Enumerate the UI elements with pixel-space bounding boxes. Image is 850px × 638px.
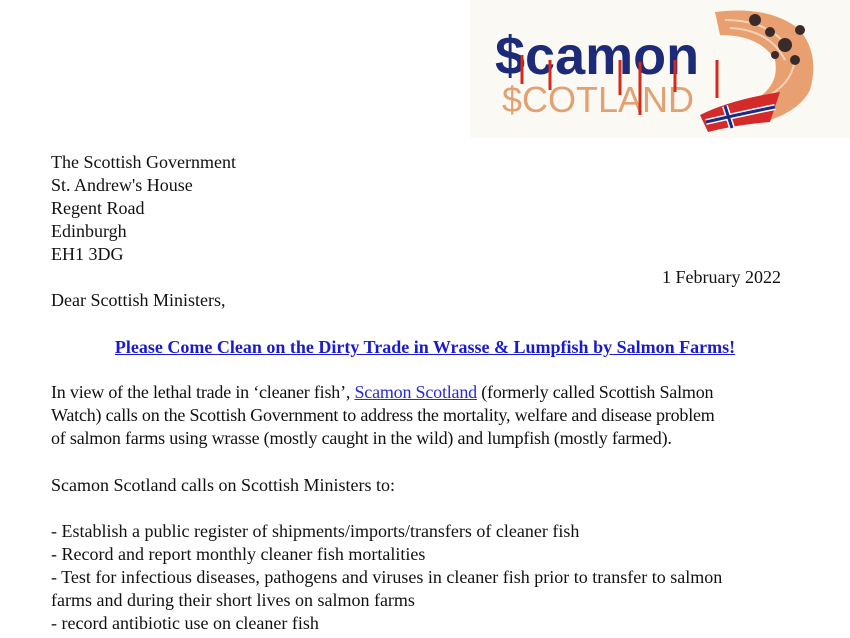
address-line: The Scottish Government — [51, 152, 236, 172]
list-item: farms and during their short lives on salmon farms — [51, 590, 415, 610]
address-line: St. Andrew's House — [51, 175, 193, 195]
list-item: - record antibiotic use on cleaner fish — [51, 613, 319, 633]
list-item: - Test for infectious diseases, pathogens and viruses in cleaner fish prior to transfer to salmon — [51, 567, 723, 587]
address-line: Regent Road — [51, 198, 145, 218]
intro-text: Watch) calls on the Scottish Government to address the mortality, welfare and disease problem — [51, 405, 715, 425]
calls-intro: Scamon Scotland calls on Scottish Ministers to: — [51, 475, 395, 495]
address-line: EH1 3DG — [51, 244, 124, 264]
svg-text:$COTLAND: $COTLAND — [502, 79, 695, 120]
letter-date: 1 February 2022 — [662, 267, 781, 287]
scamon-scotland-link[interactable]: Scamon Scotland — [354, 382, 477, 402]
list-item: - Record and report monthly cleaner fish mortalities — [51, 544, 426, 564]
salutation: Dear Scottish Ministers, — [51, 290, 226, 310]
intro-text: of salmon farms using wrasse (mostly caught in the wild) and lumpfish (mostly farmed). — [51, 428, 672, 448]
letter-heading-link[interactable]: Please Come Clean on the Dirty Trade in Wrasse & Lumpfish by Salmon Farms! — [114, 337, 736, 357]
address-line: Edinburgh — [51, 221, 127, 241]
scamon-scotland-logo — [470, 0, 850, 138]
intro-text: (formerly called Scottish Salmon — [476, 382, 714, 402]
intro-text: In view of the lethal trade in ‘cleaner fish’, — [51, 382, 355, 402]
svg-text:$camon: $camon — [495, 26, 700, 86]
list-item: - Establish a public register of shipments/imports/transfers of cleaner fish — [51, 521, 580, 541]
